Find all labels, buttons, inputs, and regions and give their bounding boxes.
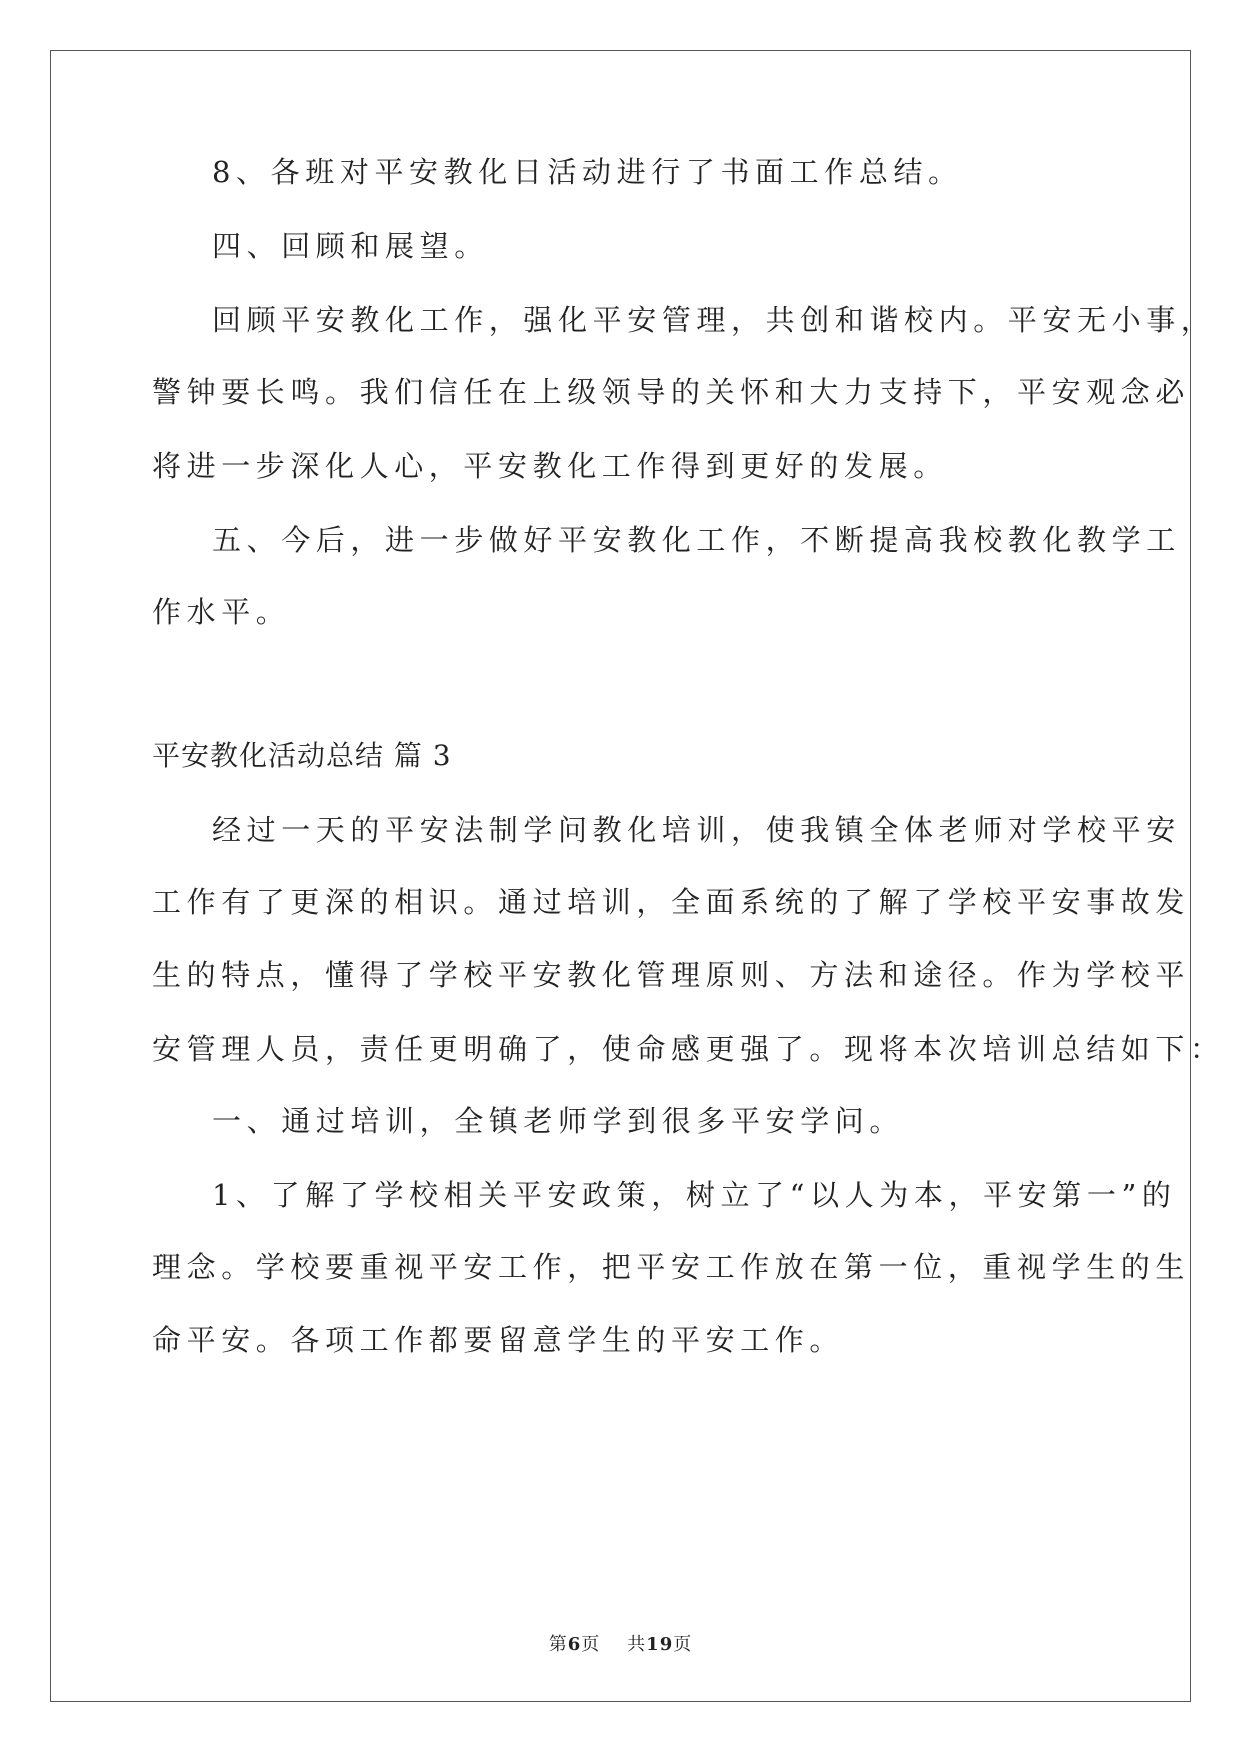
- paragraph-line: 四、回顾和展望。: [212, 229, 489, 263]
- total-pages-number: 19: [646, 1634, 674, 1655]
- paragraph-line: 经过一天的平安法制学问教化培训，使我镇全体老师对学校平安: [212, 813, 1181, 847]
- footer-middle: 页 共: [581, 1634, 647, 1655]
- section-title: 平安教化活动总结 篇 3: [152, 739, 452, 772]
- paragraph-line: 警钟要长鸣。我们信任在上级领导的关怀和大力支持下，平安观念必: [152, 375, 1191, 409]
- current-page-number: 6: [567, 1634, 582, 1655]
- paragraph-line: 生的特点，懂得了学校平安教化管理原则、方法和途径。作为学校平: [152, 958, 1191, 992]
- paragraph-line: 安管理人员，责任更明确了，使命感更强了。现将本次培训总结如下：: [152, 1032, 1225, 1066]
- footer-prefix: 第: [548, 1634, 568, 1655]
- paragraph-line: 回顾平安教化工作，强化平安管理，共创和谐校内。平安无小事，: [212, 303, 1216, 337]
- page-footer: [0, 1630, 1241, 1656]
- footer-suffix: 页: [673, 1634, 693, 1655]
- paragraph-line: 工作有了更深的相识。通过培训，全面系统的了解了学校平安事故发: [152, 885, 1191, 919]
- paragraph-line: 8、各班对平安教化日活动进行了书面工作总结。: [212, 155, 963, 189]
- paragraph-line: 将进一步深化人心，平安教化工作得到更好的发展。: [152, 449, 948, 483]
- paragraph-line: 1、了解了学校相关平安政策，树立了“以人为本，平安第一”的: [212, 1178, 1177, 1212]
- paragraph-line: 一、通过培训，全镇老师学到很多平安学问。: [212, 1104, 905, 1138]
- paragraph-line: 理念。学校要重视平安工作，把平安工作放在第一位，重视学生的生: [152, 1250, 1191, 1284]
- paragraph-line: 五、今后，进一步做好平安教化工作，不断提高我校教化教学工: [212, 523, 1181, 557]
- paragraph-line: 作水平。: [152, 595, 291, 629]
- page-border: [50, 50, 1191, 1702]
- paragraph-line: 命平安。各项工作都要留意学生的平安工作。: [152, 1323, 845, 1357]
